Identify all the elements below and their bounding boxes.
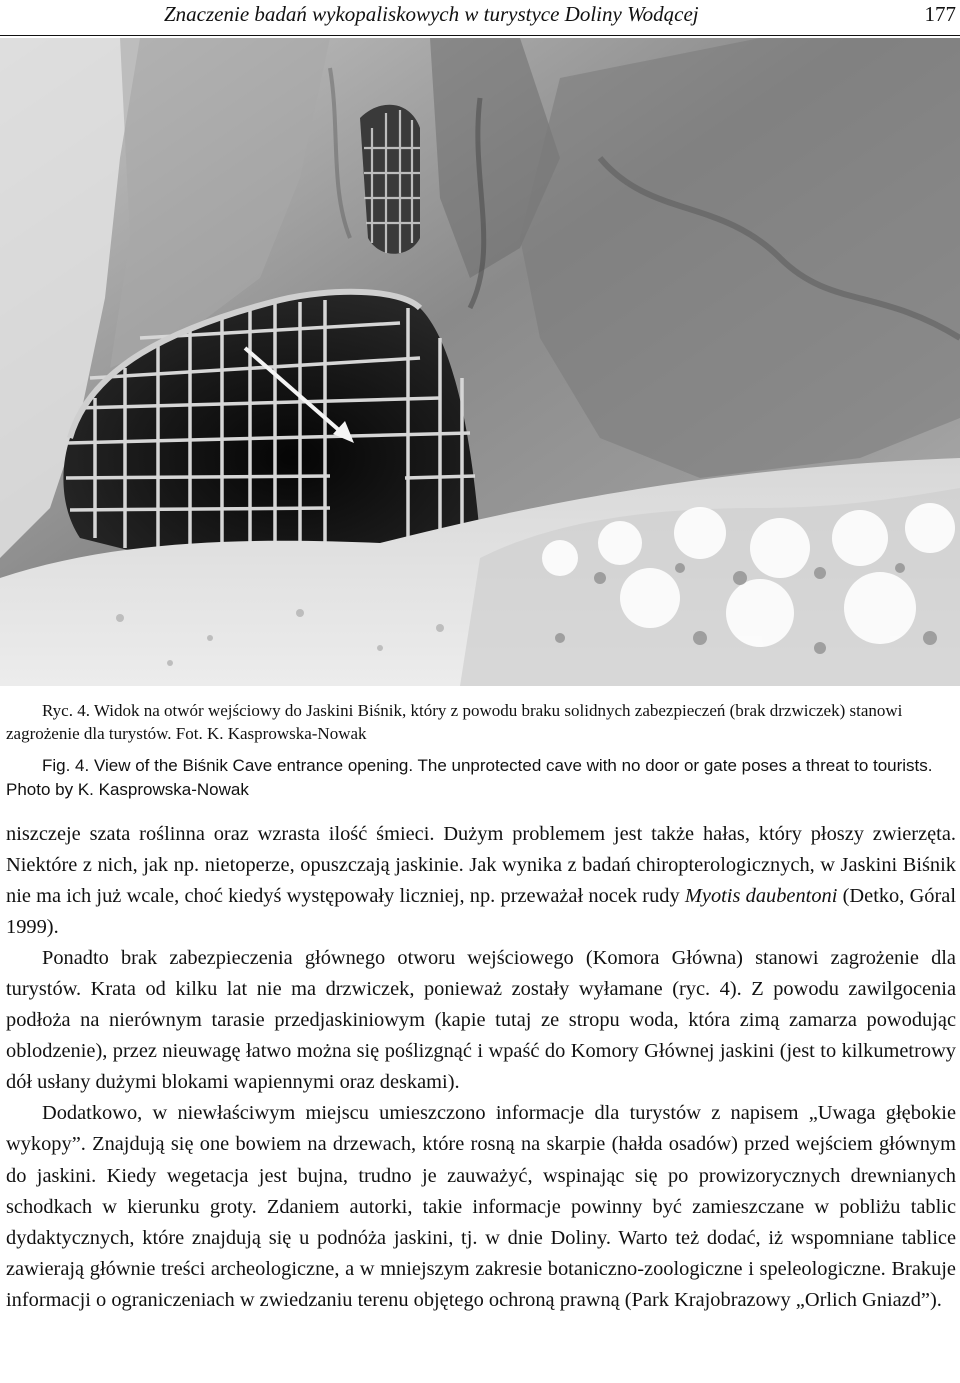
page-number: 177 bbox=[924, 2, 956, 26]
body-text bbox=[6, 819, 956, 1316]
paragraph-1 bbox=[6, 819, 956, 943]
paragraph-3: Dodatkowo, w niewłaściwym miejscu umieszczono informacje dla turystów z napisem „Uwaga głębokie wykopy”. Znajdują się one bowiem na drzewach, które rosną na skarpie (hałda osadów) przed wejściem głównym do jaskini. Kiedy wegetacja jest bujna, trudno je zauważyć, wspinając się po prowizorycznych drewnianych schodkach w kierunku groty. Zdaniem autorki, takie informacje powinny być zamieszczane w pobliżu tablic dydaktycznych, które znajdują się u podnóża jaskini, tj. w dnie Doliny. Warto też dodać, iż wspomniane tablice zawierają głównie treści archeologiczne, a w mniejszym zakresie botaniczno-zoologiczne i speleologiczne. Brakuje informacji o ograniczeniach w zwiedzaniu terenu objętego ochroną prawną (Park Krajobrazowy „Orlich Gniazd”). bbox=[6, 1102, 956, 1311]
paragraph-1-citation: (Detko, Góral 1999). bbox=[6, 885, 956, 939]
header-rule bbox=[0, 35, 960, 36]
figure-caption-polish: Ryc. 4. Widok na otwór wejściowy do Jaskini Biśnik, który z powodu braku solidnych zabezpieczeń (brak drzwiczek) stanowi zagrożenie dla turystów. Fot. K. Kasprowska-Nowak bbox=[6, 701, 903, 743]
figure-caption-english: Fig. 4. View of the Biśnik Cave entrance opening. The unprotected cave with no door or gate poses a threat to tourists. Photo by K. Kasprowska-Nowak bbox=[6, 756, 933, 799]
running-title: Znaczenie badań wykopaliskowych w turystyce Doliny Wodącej bbox=[164, 2, 699, 26]
paragraph-1-text: niszczeje szata roślinna oraz wzrasta ilość śmieci. Dużym problemem jest także hałas, który płoszy zwierzęta. Niektóre z nich, jak np. nietoperze, opuszczają jaskinie. Jak wynika z badań chiropterologicznych, w Jaskini Biśnik nie ma ich już wcale, choć kiedyś występowały liczniej, np. przeważał nocek rudy bbox=[6, 823, 956, 908]
species-name: Myotis daubentoni bbox=[684, 885, 838, 908]
paragraph-2: Ponadto brak zabezpieczenia głównego otworu wejściowego (Komora Główna) stanowi zagrożenie dla turystów. Krata od kilku lat nie ma drzwiczek, ponieważ zostały wyłamane (ryc. 4). Z powodu zawilgocenia podłoża na nierównym tarasie przedjaskiniowym (kapie tutaj ze stropu woda, która zimą zamarza powodując oblodzenie), przez nieuwagę łatwo można się poślizgnąć i wpaść do Komory Głównej jaskini (jest to kilkumetrowy dół usłany dużymi blokami wapiennymi oraz deskami). bbox=[6, 947, 956, 1094]
running-header bbox=[0, 0, 960, 38]
cave-entrance-photo bbox=[0, 38, 960, 686]
